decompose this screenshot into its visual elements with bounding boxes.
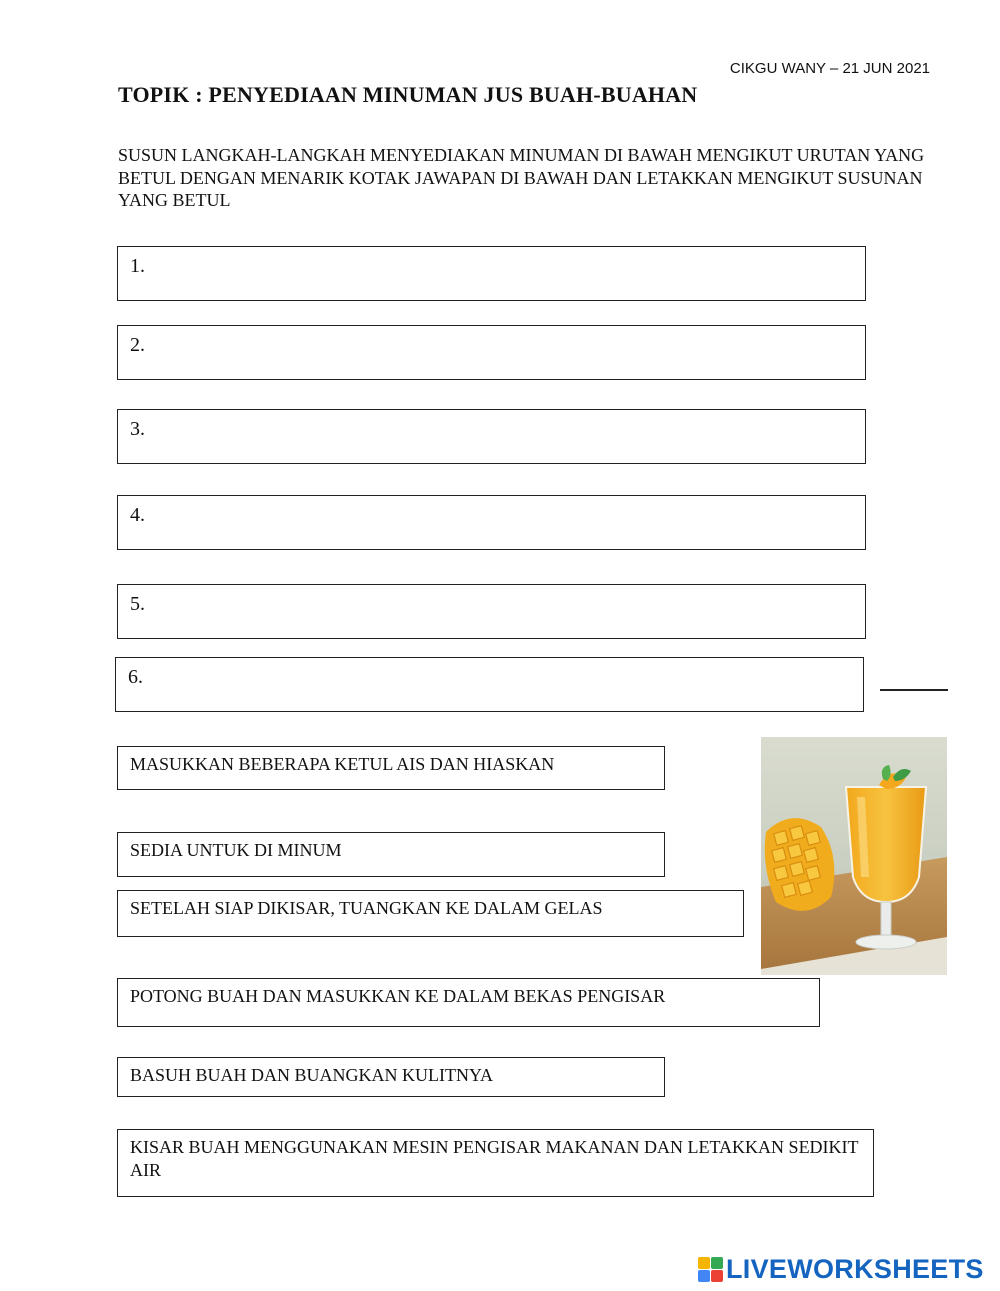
slot-number: 2. [130, 334, 145, 356]
answer-slot-2[interactable] [117, 325, 866, 380]
draggable-answer-card[interactable] [117, 832, 665, 877]
card-text: MASUKKAN BEBERAPA KETUL AIS DAN HIASKAN [130, 754, 555, 774]
card-text: KISAR BUAH MENGGUNAKAN MESIN PENGISAR MAKANAN DAN LETAKKAN SEDIKIT AIR [130, 1137, 859, 1180]
liveworksheets-logo [698, 1254, 984, 1285]
slot-number: 5. [130, 593, 145, 615]
answer-slot-1[interactable] [117, 246, 866, 301]
answer-slot-3[interactable] [117, 409, 866, 464]
logo-blocks-icon [698, 1257, 723, 1282]
answer-slot-6[interactable] [115, 657, 864, 712]
author-date: CIKGU WANY – 21 JUN 2021 [729, 60, 930, 77]
answer-slot-4[interactable] [117, 495, 866, 550]
draggable-answer-card[interactable] [117, 746, 665, 790]
page-title: TOPIK : PENYEDIAAN MINUMAN JUS BUAH-BUAHAN [118, 82, 698, 107]
card-text: SEDIA UNTUK DI MINUM [130, 840, 342, 860]
instruction-text: SUSUN LANGKAH-LANGKAH MENYEDIAKAN MINUMAN DI BAWAH MENGIKUT URUTAN YANG BETUL DENGAN MENARIK KOTAK JAWAPAN DI BAWAH DAN LETAKKAN MENGIKUT SUSUNAN YANG BETUL [118, 145, 925, 210]
logo-text: LIVEWORKSHEETS [726, 1254, 984, 1284]
slot-number: 1. [130, 255, 145, 277]
draggable-answer-card[interactable] [117, 890, 744, 937]
mango-juice-illustration [761, 737, 947, 975]
card-text: BASUH BUAH DAN BUANGKAN KULITNYA [130, 1065, 493, 1085]
card-text: POTONG BUAH DAN MASUKKAN KE DALAM BEKAS PENGISAR [130, 986, 666, 1006]
slot-number: 3. [130, 418, 145, 440]
draggable-answer-card[interactable] [117, 978, 820, 1027]
draggable-answer-card[interactable] [117, 1057, 665, 1097]
slot-number: 4. [130, 504, 145, 526]
mango-juice-image [761, 737, 947, 975]
answer-slot-5[interactable] [117, 584, 866, 639]
slot-number: 6. [128, 666, 143, 688]
card-text: SETELAH SIAP DIKISAR, TUANGKAN KE DALAM GELAS [130, 898, 603, 918]
divider-line [880, 689, 948, 691]
draggable-answer-card[interactable] [117, 1129, 874, 1197]
